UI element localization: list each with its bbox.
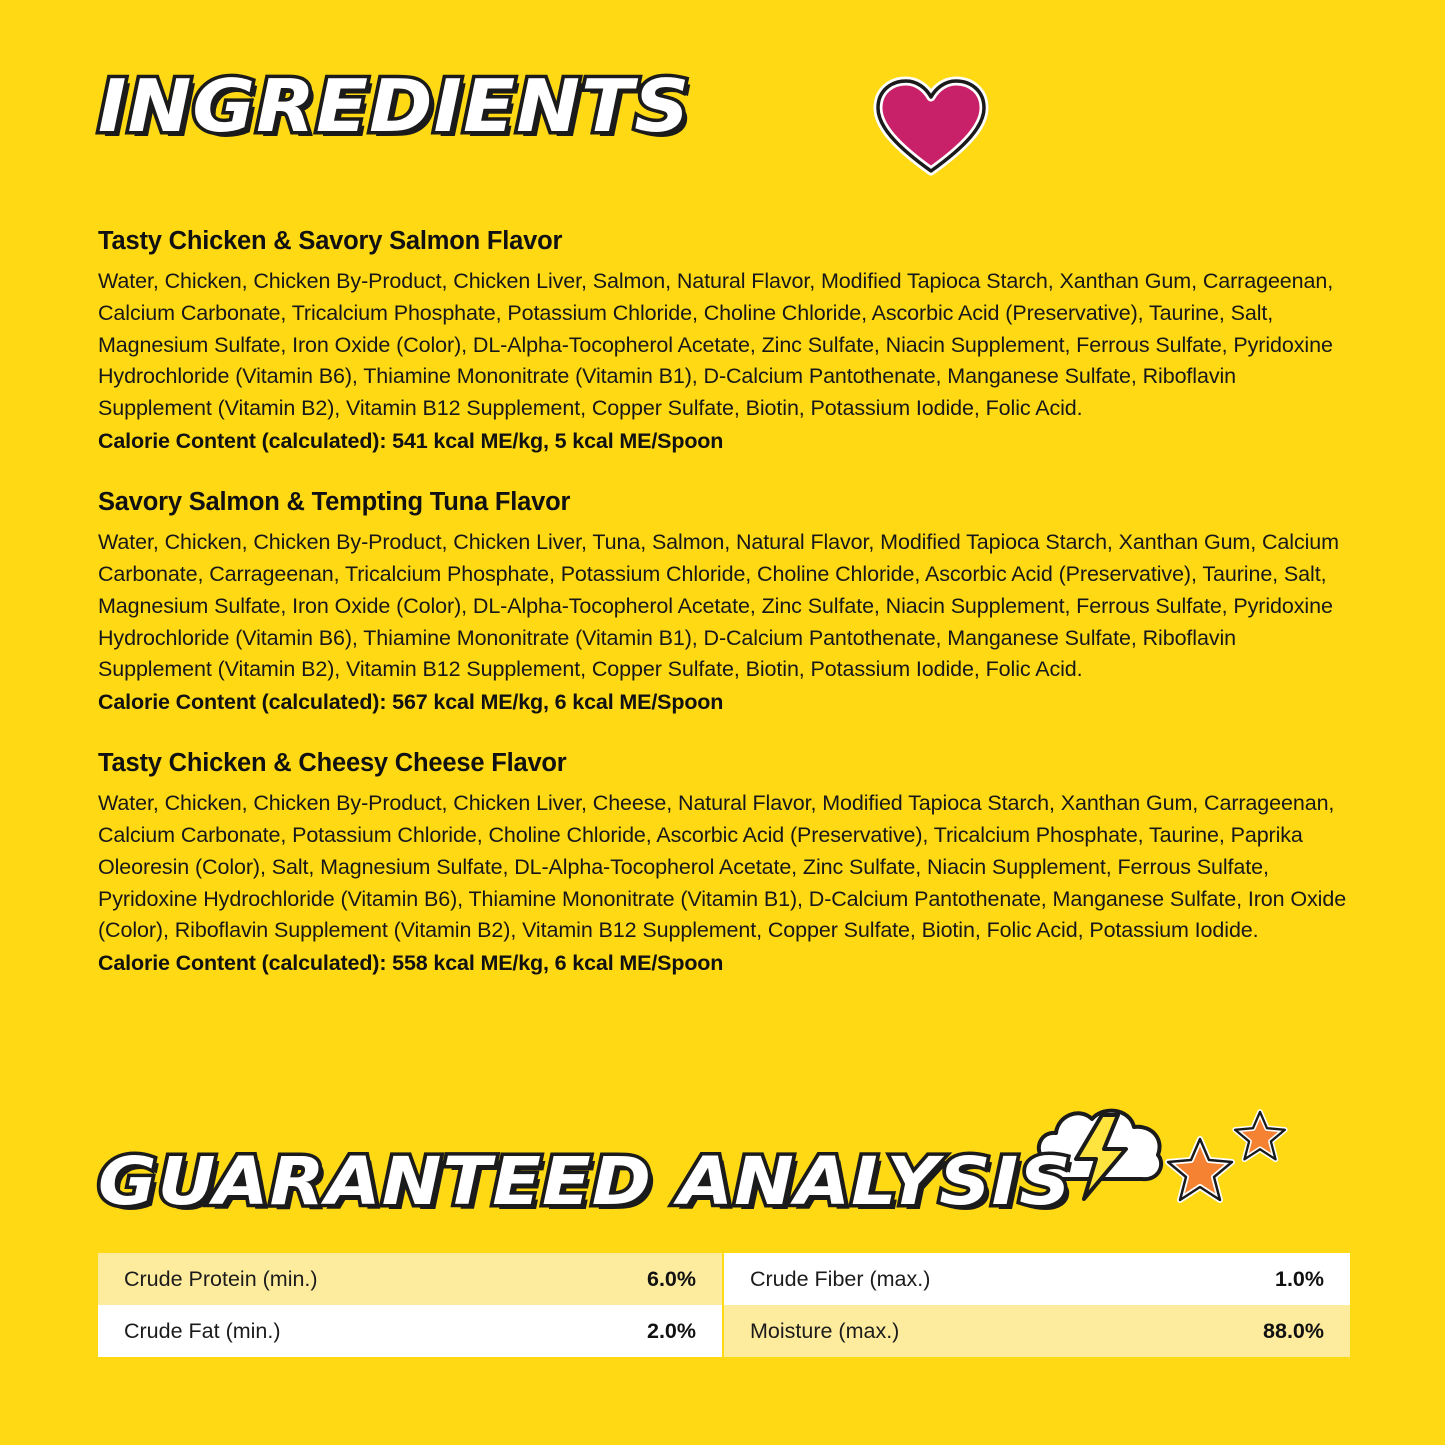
guaranteed-analysis-table — [98, 1253, 1350, 1357]
flavor-block — [98, 488, 1350, 715]
calorie-content: Calorie Content (calculated): 567 kcal ME/kg, 6 kcal ME/Spoon — [98, 690, 724, 715]
table-column-left — [98, 1253, 724, 1357]
flavor-title: Tasty Chicken & Savory Salmon Flavor — [98, 227, 563, 255]
nutrient-label: Crude Fat (min.) — [124, 1318, 281, 1343]
section-title: GUARANTEED ANALYSIS — [98, 1143, 1072, 1220]
page-title: INGREDIENTS — [98, 64, 691, 148]
ingredients-header — [98, 64, 1350, 181]
ingredient-list: Water, Chicken, Chicken By-Product, Chicken Liver, Cheese, Natural Flavor, Modified Tapioca Starch, Xanthan Gum, Carrageenan, Calcium Carbonate, Potassium Chloride, Choline Chloride, Ascorbic Acid (Preservative), Tricalcium Phosphate, Taurine, Paprika Oleoresin (Color), Salt, Magnesium Sulfate, DL-Alpha-Tocopherol Acetate, Zinc Sulfate, Niacin Supplement, Ferrous Sulfate, Pyridoxine Hydrochloride (Vitamin B6), Thiamine Mononitrate (Vitamin B1), D-Calcium Pantothenate, Manganese Sulfate, Iron Oxide (Color), Riboflavin Supplement (Vitamin B2), Vitamin B12 Supplement, Copper Sulfate, Biotin, Folic Acid, Potassium Iodide. — [98, 791, 1347, 943]
guaranteed-analysis-section — [98, 1101, 1350, 1357]
flavor-block — [98, 749, 1350, 976]
table-row — [98, 1305, 724, 1357]
table-row — [724, 1305, 1350, 1357]
nutrient-label: Crude Protein (min.) — [124, 1266, 318, 1291]
star-icon — [1164, 1134, 1236, 1211]
nutrient-value: 6.0% — [646, 1266, 696, 1291]
nutrient-value: 1.0% — [1274, 1266, 1324, 1291]
calorie-content: Calorie Content (calculated): 558 kcal ME/kg, 6 kcal ME/Spoon — [98, 951, 724, 976]
ingredient-blocks — [98, 227, 1350, 976]
nutrient-value: 88.0% — [1263, 1318, 1324, 1343]
flavor-block — [98, 227, 1350, 454]
heart-icon — [872, 76, 990, 181]
ingredient-list: Water, Chicken, Chicken By-Product, Chicken Liver, Salmon, Natural Flavor, Modified Tapioca Starch, Xanthan Gum, Carrageenan, Calcium Carbonate, Tricalcium Phosphate, Potassium Chloride, Choline Chloride, Ascorbic Acid (Preservative), Taurine, Salt, Magnesium Sulfate, Iron Oxide (Color), DL-Alpha-Tocopherol Acetate, Zinc Sulfate, Niacin Supplement, Ferrous Sulfate, Pyridoxine Hydrochloride (Vitamin B6), Thiamine Mononitrate (Vitamin B1), D-Calcium Pantothenate, Manganese Sulfate, Riboflavin Supplement (Vitamin B2), Vitamin B12 Supplement, Copper Sulfate, Biotin, Potassium Iodide, Folic Acid. — [98, 269, 1334, 421]
flavor-title: Tasty Chicken & Cheesy Cheese Flavor — [98, 749, 567, 778]
nutrient-value: 2.0% — [646, 1318, 696, 1343]
table-row — [724, 1253, 1350, 1305]
nutrient-label: Moisture (max.) — [750, 1318, 900, 1343]
table-column-right — [724, 1253, 1350, 1357]
table-row — [98, 1253, 724, 1305]
star-icon — [1232, 1108, 1288, 1169]
flavor-title: Savory Salmon & Tempting Tuna Flavor — [98, 488, 571, 517]
guaranteed-analysis-header — [98, 1101, 1350, 1220]
calorie-content: Calorie Content (calculated): 541 kcal ME/kg, 5 kcal ME/Spoon — [98, 429, 724, 454]
ingredient-list: Water, Chicken, Chicken By-Product, Chicken Liver, Tuna, Salmon, Natural Flavor, Modified Tapioca Starch, Xanthan Gum, Calcium Carbonate, Carrageenan, Tricalcium Phosphate, Potassium Chloride, Choline Chloride, Ascorbic Acid (Preservative), Taurine, Salt, Magnesium Sulfate, Iron Oxide (Color), DL-Alpha-Tocopherol Acetate, Zinc Sulfate, Niacin Supplement, Ferrous Sulfate, Pyridoxine Hydrochloride (Vitamin B6), Thiamine Mononitrate (Vitamin B1), D-Calcium Pantothenate, Manganese Sulfate, Riboflavin Supplement (Vitamin B2), Vitamin B12 Supplement, Copper Sulfate, Biotin, Potassium Iodide, Folic Acid. — [98, 530, 1339, 682]
nutrient-label: Crude Fiber (max.) — [750, 1266, 931, 1291]
